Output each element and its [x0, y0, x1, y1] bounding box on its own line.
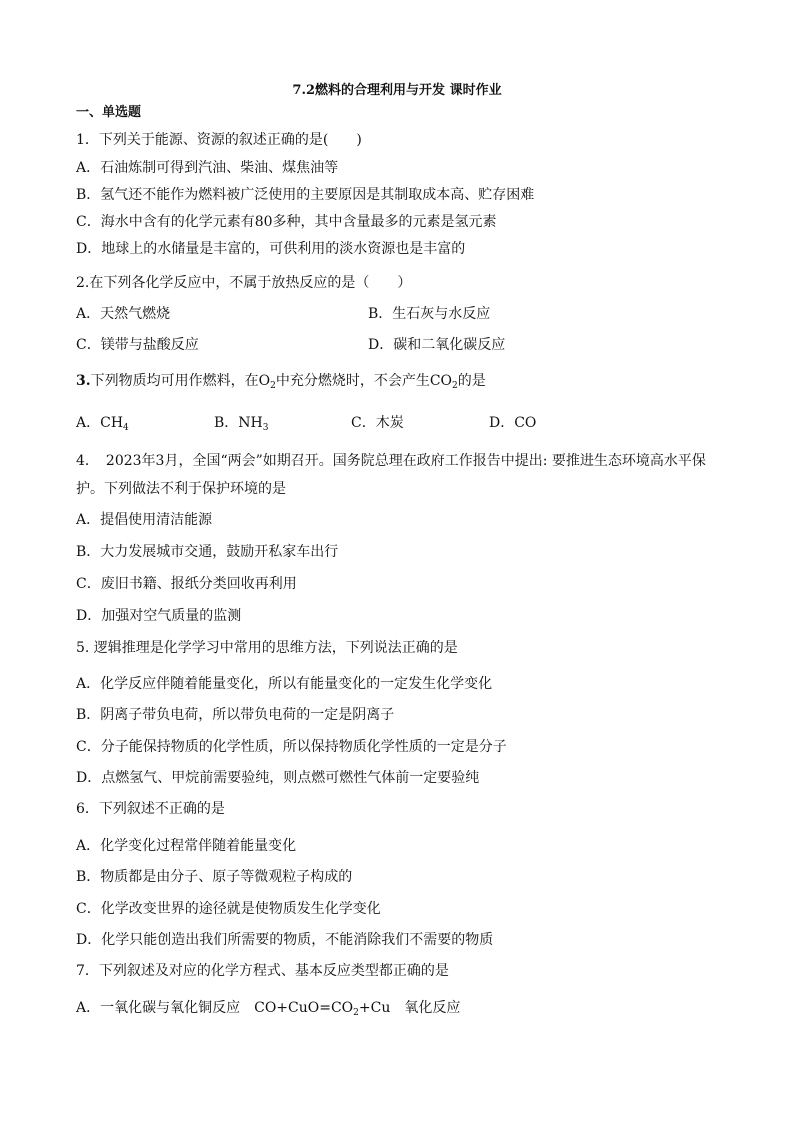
question-3-option-c: C．木炭: [351, 415, 404, 431]
question-1-option-a: A．石油炼制可得到汽油、柴油、煤焦油等: [76, 160, 339, 176]
question-3-option-a: A．$CH_4$: [76, 415, 129, 433]
question-5-option-a: A．化学反应伴随着能量变化，所以有能量变化的一定发生化学变化: [76, 676, 493, 692]
question-2-option-b: B．生石灰与水反应: [368, 306, 491, 322]
question-4-option-d: D．加强对空气质量的监测: [76, 608, 242, 624]
page-title: 7.2燃料的合理利用与开发 课时作业: [292, 83, 502, 98]
question-3-option-d: D．CO: [489, 415, 537, 431]
question-2-option-c: C．镁带与盐酸反应: [76, 337, 199, 353]
question-3-stem: 3.下列物质均可用作燃料，在$O_2$中充分燃烧时，不会产生$CO_2$的是: [76, 373, 486, 391]
question-6-option-c: C．化学改变世界的途径就是使物质发生化学变化: [76, 901, 381, 917]
question-4-option-a: A．提倡使用清洁能源: [76, 512, 213, 528]
question-5-stem: 5. 逻辑推理是化学学习中常用的思维方法，下列说法正确的是: [76, 640, 458, 656]
question-6-option-d: D．化学只能创造出我们所需要的物质，不能消除我们不需要的物质: [76, 932, 494, 948]
question-5-option-d: D．点燃氢气、甲烷前需要验纯，则点燃可燃性气体前一定要验纯: [76, 770, 480, 786]
question-6-option-b: B．物质都是由分子、原子等微观粒子构成的: [76, 869, 353, 885]
question-1-stem: 1．下列关于能源、资源的叙述正确的是( ): [76, 132, 362, 148]
question-6-stem: 6．下列叙述不正确的是: [76, 801, 225, 817]
question-4-option-b: B．大力发展城市交通，鼓励开私家车出行: [76, 544, 339, 560]
question-3-option-b: B．$NH_3$: [214, 415, 269, 433]
question-4-stem-line-1: 4． 2023年3月，全国“两会”如期召开。国务院总理在政府工作报告中提出: 要推进生态环境高水平保: [76, 453, 706, 469]
question-4-stem-line-2: 护。下列做法不利于保护环境的是: [76, 481, 286, 497]
question-7-option-a: A．一氧化碳与氧化铜反应 $CO+CuO=CO_2+Cu$ 氧化反应: [76, 1000, 461, 1018]
question-5-option-c: C．分子能保持物质的化学性质，所以保持物质化学性质的一定是分子: [76, 739, 507, 755]
question-1-option-c: C．海水中含有的化学元素有80多种，其中含量最多的元素是氢元素: [76, 214, 497, 230]
question-6-option-a: A．化学变化过程常伴随着能量变化: [76, 838, 297, 854]
question-4-option-c: C．废旧书籍、报纸分类回收再利用: [76, 576, 297, 592]
question-1-option-b: B．氢气还不能作为燃料被广泛使用的主要原因是其制取成本高、贮存困难: [76, 187, 535, 203]
question-7-stem: 7．下列叙述及对应的化学方程式、基本反应类型都正确的是: [76, 963, 449, 979]
question-2-stem: 2.在下列各化学反应中，不属于放热反应的是（ ）: [76, 275, 412, 291]
section-heading: 一、单选题: [76, 105, 142, 120]
question-2-option-a: A．天然气燃烧: [76, 306, 171, 322]
question-5-option-b: B．阴离子带负电荷，所以带负电荷的一定是阴离子: [76, 707, 395, 723]
question-2-option-d: D．碳和二氧化碳反应: [368, 337, 506, 353]
question-1-option-d: D．地球上的水储量是丰富的，可供利用的淡水资源也是丰富的: [76, 241, 466, 257]
question-3-number: 3.: [76, 373, 91, 389]
